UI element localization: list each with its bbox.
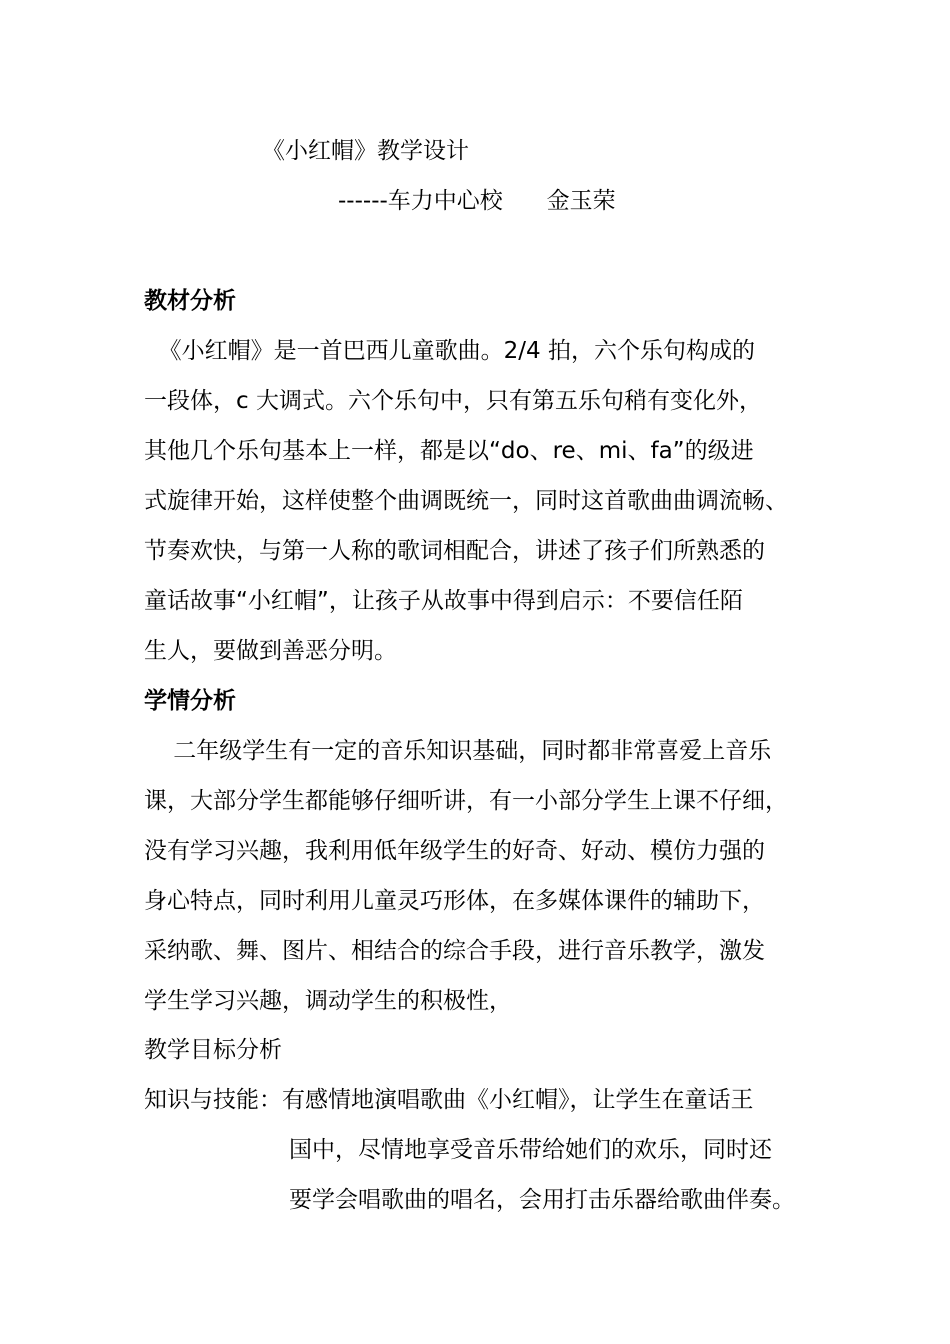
paragraph-line: 童话故事“小红帽”，让孩子从故事中得到启示：不要信任陌 <box>144 588 743 614</box>
paragraph-line: 采纳歌、舞、图片、相结合的综合手段，进行音乐教学，激发 <box>144 938 765 964</box>
paragraph-line: 二年级学生有一定的音乐知识基础，同时都非常喜爱上音乐 <box>144 738 772 764</box>
paragraph-line: 《小红帽》是一首巴西儿童歌曲。2/4 拍，六个乐句构成的 <box>144 338 755 364</box>
goal-continuation-line: 要学会唱歌曲的唱名，会用打击乐器给歌曲伴奏。 <box>289 1187 795 1213</box>
paragraph-line: 身心特点，同时利用儿童灵巧形体，在多媒体课件的辅助下， <box>144 888 765 914</box>
author-line: ------车力中心校 金玉荣 <box>338 188 616 214</box>
paragraph-line: 生人，要做到善恶分明。 <box>144 638 397 664</box>
section-heading-goals: 教学目标分析 <box>144 1037 282 1063</box>
paragraph-line: 课，大部分学生都能够仔细听讲，有一小部分学生上课不仔细， <box>144 788 788 814</box>
paragraph-line: 没有学习兴趣，我利用低年级学生的好奇、好动、模仿力强的 <box>144 838 765 864</box>
section-heading-students: 学情分析 <box>144 688 236 714</box>
paragraph-line: 式旋律开始，这样使整个曲调既统一，同时这首歌曲曲调流畅、 <box>144 488 788 514</box>
paragraph-line: 学生学习兴趣，调动学生的积极性， <box>144 988 512 1014</box>
section-heading-material: 教材分析 <box>144 288 236 314</box>
goal-knowledge-line: 知识与技能：有感情地演唱歌曲《小红帽》，让学生在童话王 <box>144 1087 754 1113</box>
document-title: 《小红帽》教学设计 <box>262 138 469 164</box>
goal-continuation-line: 国中，尽情地享受音乐带给她们的欢乐，同时还 <box>289 1137 772 1163</box>
paragraph-line: 节奏欢快，与第一人称的歌词相配合，讲述了孩子们所熟悉的 <box>144 538 765 564</box>
paragraph-line: 其他几个乐句基本上一样，都是以“do、re、mi、fa”的级进 <box>144 438 754 464</box>
paragraph-line: 一段体，c 大调式。六个乐句中，只有第五乐句稍有变化外， <box>144 388 762 414</box>
